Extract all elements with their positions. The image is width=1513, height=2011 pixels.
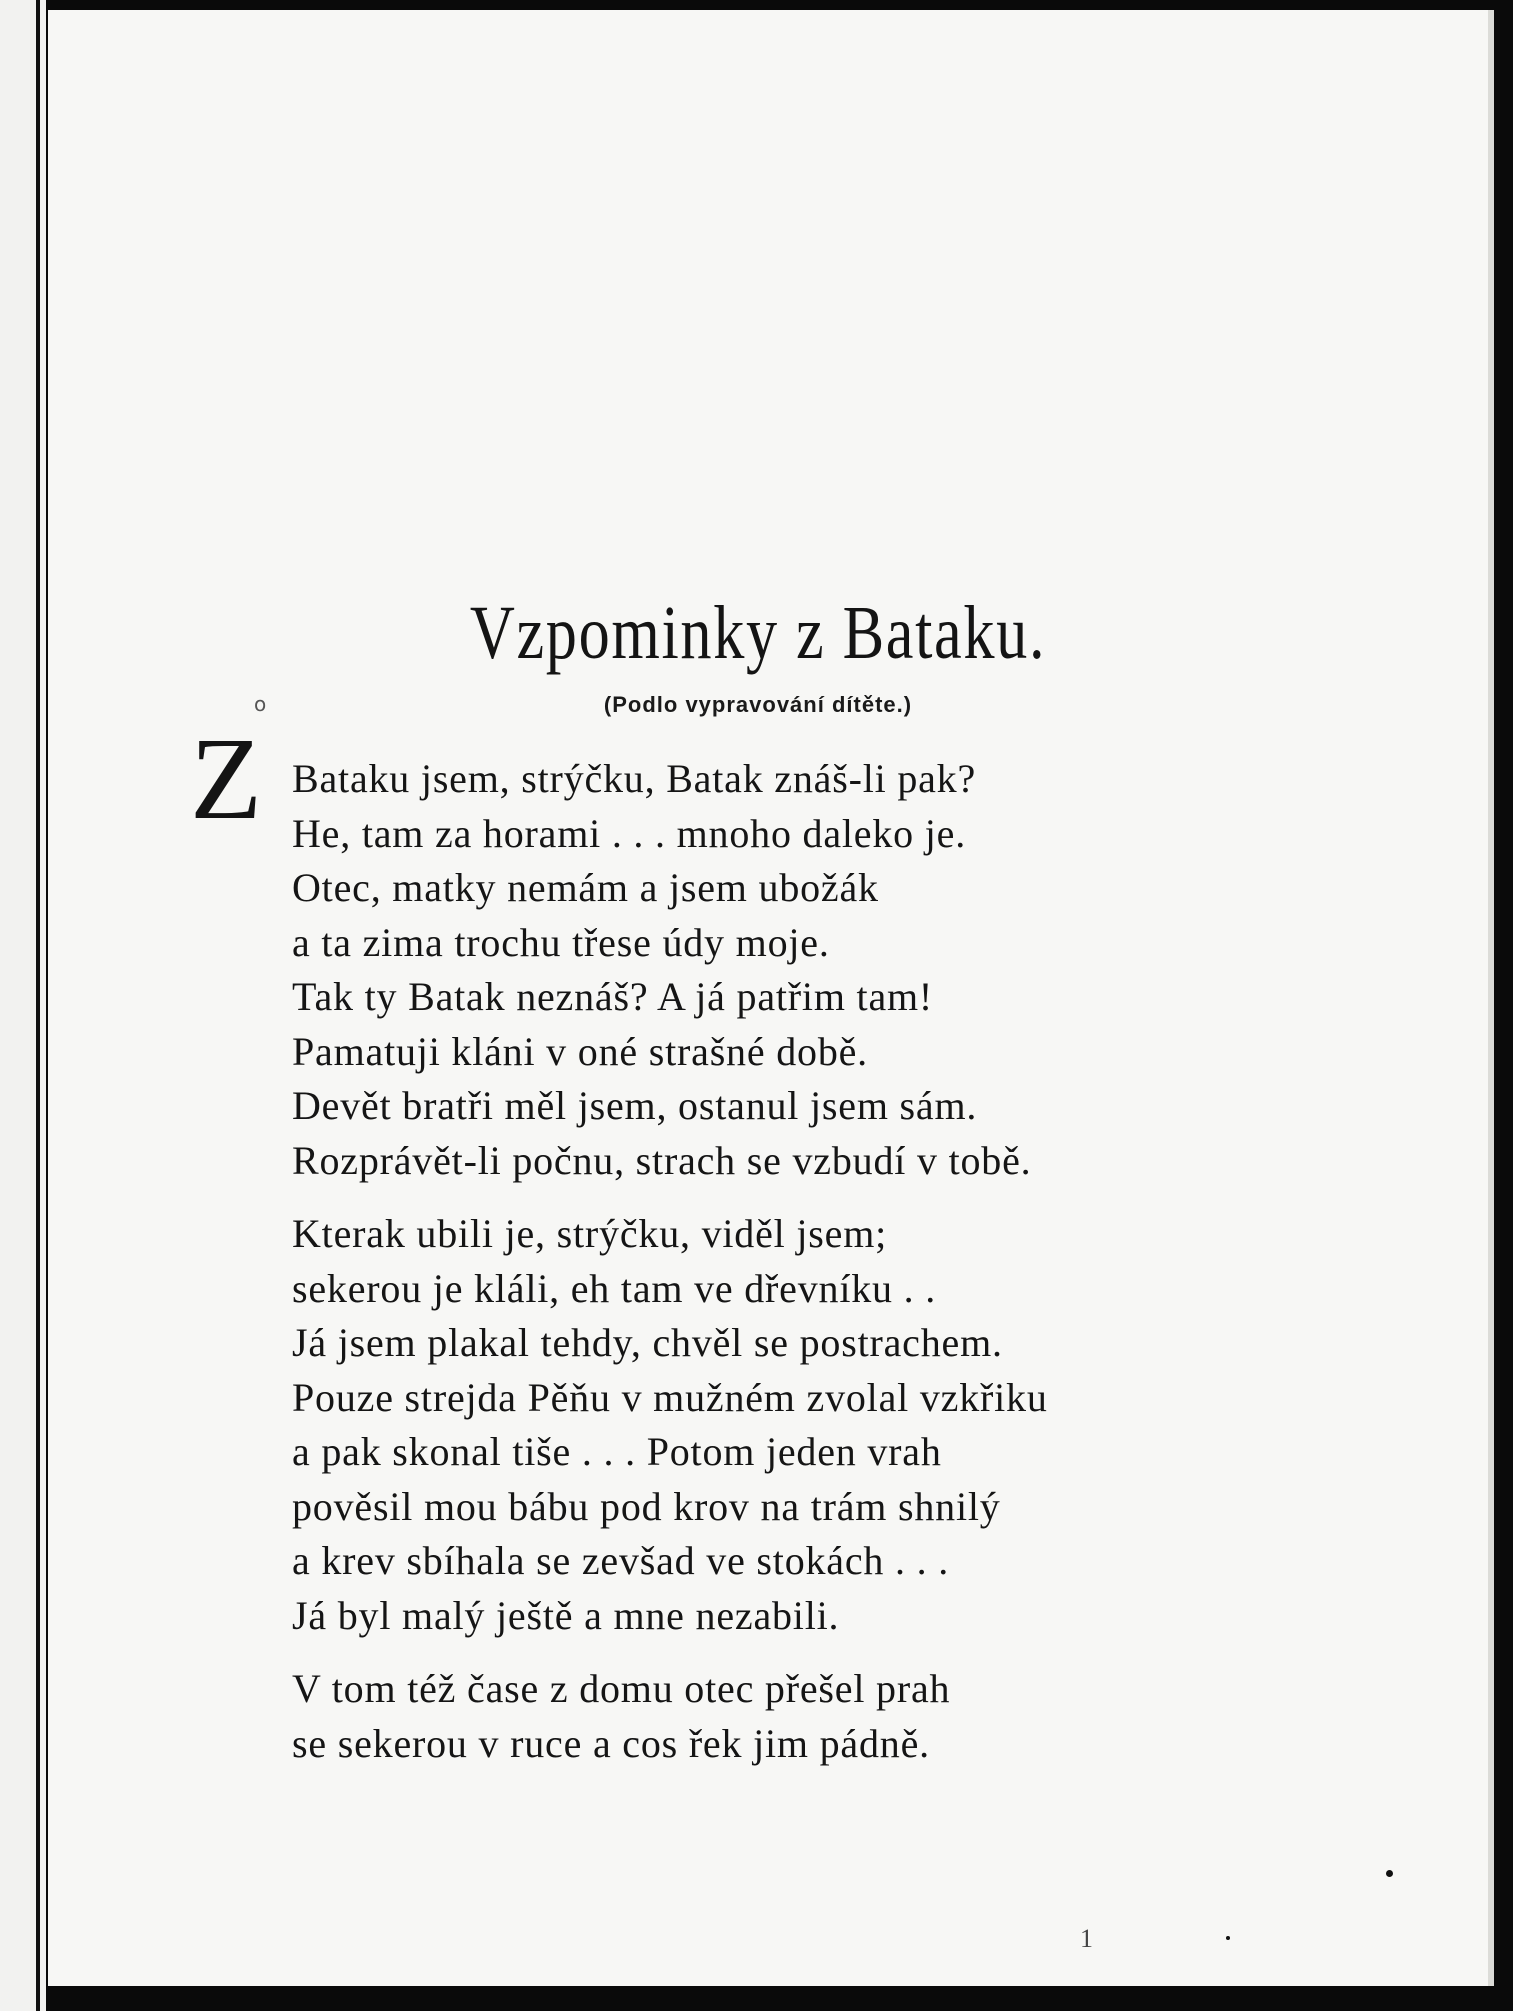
verse-line: Rozprávět-li počnu, strach se vzbudí v tobě. <box>292 1137 1032 1183</box>
verse-line: a pak skonal tiše . . . Potom jeden vrah <box>292 1429 942 1474</box>
verse-line: Bataku jsem, strýčku, Batak znáš-li pak? <box>292 756 977 801</box>
stanza-1 <box>292 752 1172 1188</box>
page-mark: 1 <box>1080 1924 1093 1953</box>
verse-line: Pamatuji kláni v oné strašné době. <box>292 1028 868 1074</box>
verse-line: Tak ty Batak neznáš? A já patřim tam! <box>292 974 934 1019</box>
verse-line: Devět bratři měl jsem, ostanul jsem sám. <box>292 1083 978 1128</box>
drop-cap: Z <box>190 713 263 844</box>
drop-cap-marks: o <box>254 692 267 716</box>
stanza-3 <box>292 1662 1172 1771</box>
verse-line: sekerou je kláli, eh tam ve dřevníku . . <box>292 1265 937 1311</box>
verse-line: a krev sbíhala se zevšad ve stokách . . . <box>292 1538 950 1583</box>
previous-page-edge <box>0 0 46 2011</box>
verse-line: se sekerou v ruce a cos řek jim pádně. <box>292 1720 930 1766</box>
poem-title: Vzpominky z Bataku. <box>469 591 1047 675</box>
book-page <box>48 10 1494 1986</box>
ink-speck <box>1226 1936 1230 1940</box>
poem-subtitle: (Podlo vypravování dítěte.) <box>603 692 913 717</box>
binding-gutter <box>36 0 40 2011</box>
verse-line: Pouze strejda Pěňu v mužném zvolal vzkřiku <box>292 1374 1048 1420</box>
stanza-2 <box>292 1207 1172 1643</box>
verse-line: Otec, matky nemám a jsem ubožák <box>292 865 879 910</box>
verse-line: He, tam za horami . . . mnoho daleko je. <box>292 810 967 856</box>
verse-line: a ta zima trochu třese údy moje. <box>292 919 830 965</box>
ink-speck <box>1386 1870 1393 1877</box>
verse-line: Kterak ubili je, strýčku, viděl jsem; <box>292 1211 888 1256</box>
verse-line: Já byl malý ještě a mne nezabili. <box>292 1592 840 1638</box>
verse-line: Já jsem plakal tehdy, chvěl se postrachem. <box>292 1320 1003 1365</box>
verse-line: pověsil mou bábu pod krov na trám shnilý <box>292 1483 1001 1529</box>
verse-line: V tom též čase z domu otec přešel prah <box>292 1666 951 1711</box>
